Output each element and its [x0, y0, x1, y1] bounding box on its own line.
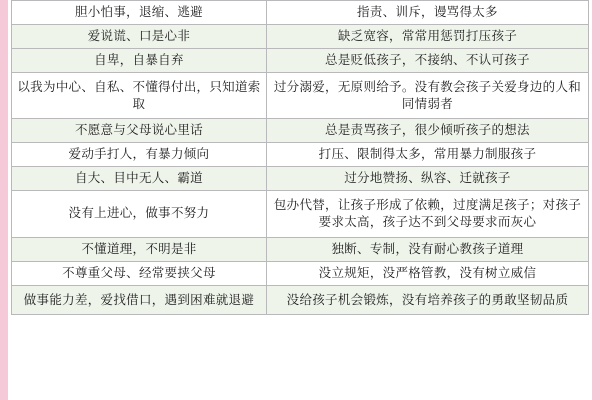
- parent-behavior-cell: 总是贬低孩子，不接纳、不认可孩子: [266, 48, 588, 72]
- parent-behavior-cell: 过分溺爱，无原则给予。没有教会孩子关爱身边的人和同情弱者: [266, 72, 588, 119]
- table-row: [12, 167, 589, 191]
- child-behavior-cell: 胆小怕事，退缩、逃避: [12, 1, 267, 25]
- table-row: [12, 119, 589, 143]
- child-behavior-cell: 不尊重父母、经常要挟父母: [12, 261, 267, 285]
- comparison-table: [11, 0, 589, 315]
- child-behavior-cell: 做事能力差，爱找借口，遇到困难就退避: [12, 285, 267, 315]
- parent-behavior-cell: 包办代替，让孩子形成了依赖，过度满足孩子；对孩子要求太高，孩子达不到父母要求而灰心: [266, 191, 588, 238]
- table-row: [12, 48, 589, 72]
- child-behavior-cell: 自大、目中无人、霸道: [12, 167, 267, 191]
- table-row: [12, 143, 589, 167]
- parent-behavior-cell: 总是责骂孩子，很少倾听孩子的想法: [266, 119, 588, 143]
- child-behavior-cell: 不愿意与父母说心里话: [12, 119, 267, 143]
- child-behavior-cell: 以我为中心、自私、不懂得付出，只知道索取: [12, 72, 267, 119]
- table-row: [12, 72, 589, 119]
- child-behavior-cell: 自卑，自暴自弃: [12, 48, 267, 72]
- table-row: [12, 191, 589, 238]
- child-behavior-cell: 爱动手打人，有暴力倾向: [12, 143, 267, 167]
- parent-behavior-cell: 打压、限制得太多，常用暴力制服孩子: [266, 143, 588, 167]
- table-row: [12, 237, 589, 261]
- table-row: [12, 1, 589, 25]
- child-behavior-cell: 爱说谎、口是心非: [12, 24, 267, 48]
- table-body: [12, 1, 589, 315]
- decorative-frame-left: [0, 0, 8, 400]
- table-row: [12, 285, 589, 315]
- table-row: [12, 261, 589, 285]
- decorative-frame-inner-right: [589, 0, 592, 400]
- parent-behavior-cell: 没立规矩，没严格管教，没有树立威信: [266, 261, 588, 285]
- parent-behavior-cell: 缺乏宽容，常常用惩罚打压孩子: [266, 24, 588, 48]
- decorative-frame-right: [592, 0, 600, 400]
- table-row: [12, 24, 589, 48]
- child-behavior-cell: 不懂道理，不明是非: [12, 237, 267, 261]
- parent-behavior-cell: 指责、训斥，谩骂得太多: [266, 1, 588, 25]
- parent-behavior-cell: 过分地赞扬、纵容、迁就孩子: [266, 167, 588, 191]
- child-behavior-cell: 没有上进心，做事不努力: [12, 191, 267, 238]
- parent-behavior-cell: 没给孩子机会锻炼，没有培养孩子的勇敢坚韧品质: [266, 285, 588, 315]
- parent-behavior-cell: 独断、专制，没有耐心教孩子道理: [266, 237, 588, 261]
- comparison-table-container: [11, 0, 589, 400]
